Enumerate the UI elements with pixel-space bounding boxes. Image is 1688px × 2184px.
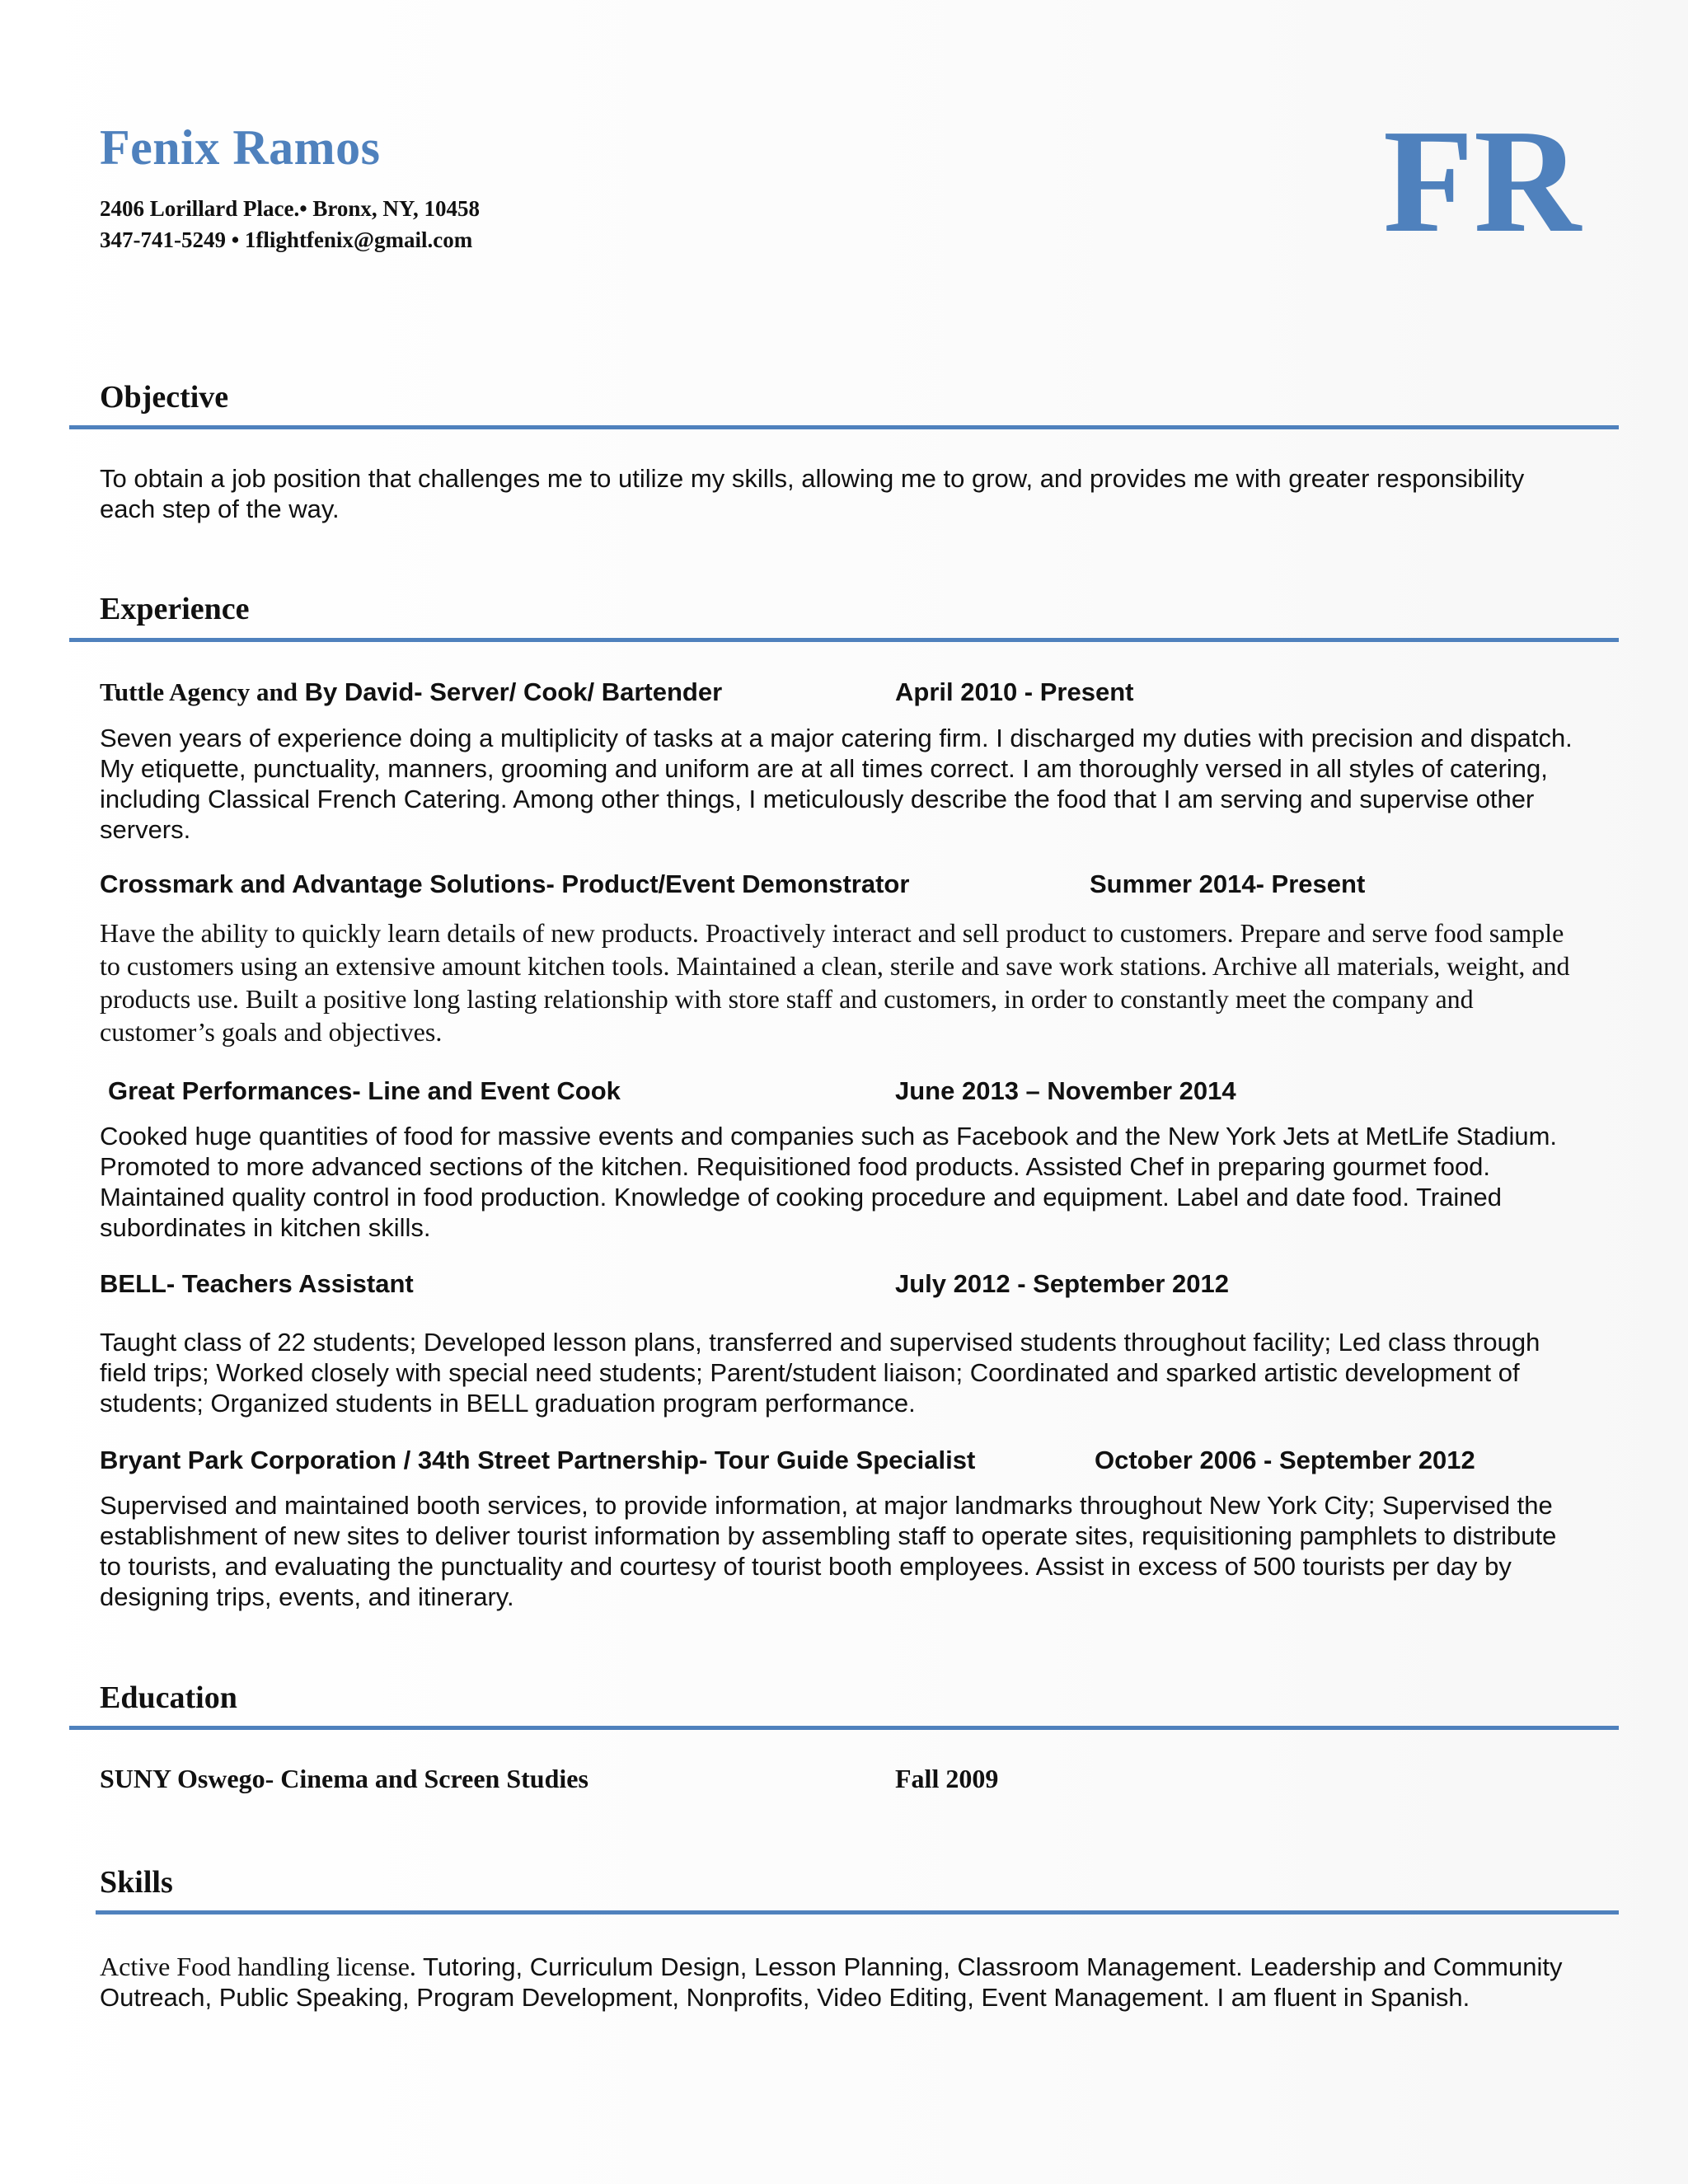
- job-description: Have the ability to quickly learn details of new products. Proactively interact and sell product to customers. Prepare and serve food sample to customers using an extensive amount kitchen tools. Maintained a clean, sterile and save work stations. Archive all materials, weight, and products use. Built a positive long lasting relationship with store staff and customers, in order to constantly meet the company and customer’s goals and objectives.: [100, 918, 1570, 1047]
- job-description: Seven years of experience doing a multiplicity of tasks at a major catering firm. I discharged my duties with precision and dispatch. My etiquette, punctuality, manners, grooming and uniform are at all times correct. I am thoroughly versed in all styles of catering, including Classical French Catering. Among other things, I meticulously describe the food that I am serving and supervise other servers.: [100, 724, 1573, 844]
- skills-text: [100, 1952, 1583, 2013]
- education-school: SUNY Oswego- Cinema and Screen Studies: [100, 1764, 588, 1793]
- job-date: June 2013 – November 2014: [895, 1076, 1236, 1105]
- job-date: July 2012 - September 2012: [895, 1269, 1229, 1298]
- education-heading: Education: [100, 1680, 237, 1715]
- experience-heading: Experience: [100, 592, 250, 626]
- job-header: [100, 677, 1583, 710]
- job-description: Taught class of 22 students; Developed lesson plans, transferred and supervised students throughout facility; Led class through field trips; Worked closely with special need students; Parent/student liaison; Coordinated and sparked artistic development of students; Organized students in BELL graduation program performance.: [100, 1328, 1540, 1418]
- candidate-name: Fenix Ramos: [100, 120, 381, 175]
- objective-text: To obtain a job position that challenges me to utilize my skills, allowing me to grow, and provides me with greater responsibility each step of the way.: [100, 464, 1525, 523]
- job-date: Summer 2014- Present: [1090, 869, 1366, 898]
- job-title: Bryant Park Corporation / 34th Street Partnership- Tour Guide Specialist: [100, 1446, 976, 1474]
- job-company-serif: Tuttle Agency and: [100, 677, 298, 706]
- monogram: FR: [1383, 99, 1581, 263]
- skills-heading: Skills: [100, 1865, 173, 1900]
- job-date: April 2010 - Present: [895, 677, 1134, 706]
- address-line: 2406 Lorillard Place.• Bronx, NY, 10458: [100, 196, 480, 221]
- contact-line: 347-741-5249 • 1flightfenix@gmail.com: [100, 227, 473, 252]
- job-date: October 2006 - September 2012: [1095, 1446, 1475, 1474]
- job-header: [100, 869, 1583, 902]
- job-title-rest: By David- Server/ Cook/ Bartender: [298, 677, 723, 706]
- job-header: [100, 1446, 1583, 1479]
- job-title: Great Performances- Line and Event Cook: [108, 1076, 621, 1105]
- job-title: [100, 677, 722, 707]
- job-header: [108, 1076, 1592, 1109]
- education-entry: [100, 1764, 1583, 1797]
- skills-divider: [96, 1910, 1619, 1915]
- job-description: Supervised and maintained booth services, to provide information, at major landmarks throughout New York City; Supervised the establishment of new sites to deliver tourist information by assembling staff to operate sites, requisitioning pamphlets to distribute to tourists, and evaluating the punctuality and courtesy of tourist booth employees. Assist in excess of 500 tourists per day by designing trips, events, and itinerary.: [100, 1491, 1557, 1611]
- job-description: Cooked huge quantities of food for massive events and companies such as Facebook and the New York Jets at MetLife Stadium. Promoted to more advanced sections of the kitchen. Requisitioned food products. Assisted Chef in preparing gourmet food. Maintained quality control in food production. Knowledge of cooking procedure and equipment. Label and date food. Trained subordinates in kitchen skills.: [100, 1122, 1558, 1242]
- education-divider: [69, 1726, 1619, 1730]
- skills-lead: Active Food handling license.: [100, 1952, 416, 1981]
- job-header: [100, 1269, 1583, 1302]
- objective-divider: [69, 425, 1619, 429]
- objective-heading: Objective: [100, 380, 229, 415]
- experience-divider: [69, 638, 1619, 642]
- skills-list: Tutoring, Curriculum Design, Lesson Planning, Classroom Management. Leadership and Community Outreach, Public Speaking, Program Development, Nonprofits, Video Editing, Event Management. I am fluent in Spanish.: [100, 1952, 1563, 2012]
- education-date: Fall 2009: [895, 1764, 999, 1793]
- job-title: BELL- Teachers Assistant: [100, 1269, 414, 1298]
- job-title: Crossmark and Advantage Solutions- Product/Event Demonstrator: [100, 869, 910, 898]
